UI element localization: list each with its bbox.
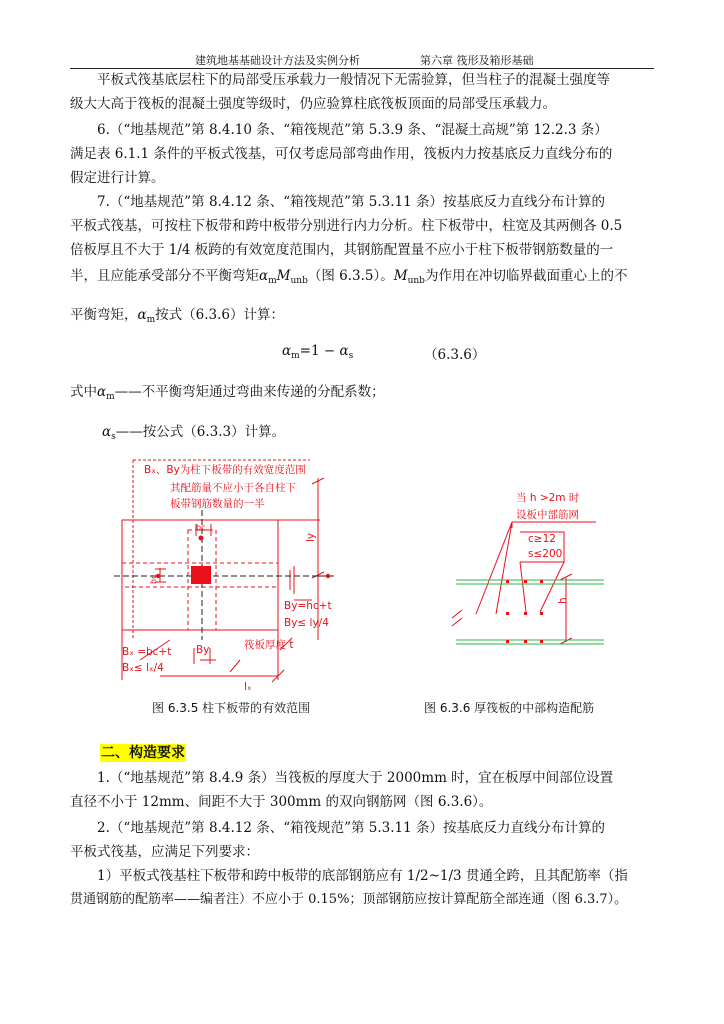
para3-line1: 7.（“地基规范”第 8.4.12 条、“箱筏规范”第 5.3.11 条）按基底反力直线分布计算的 (97, 194, 606, 210)
fig1-thickness: 筏板厚度 t (244, 639, 294, 651)
fig1-bx-eq2: Bₓ≤ lₓ/4 (122, 662, 164, 674)
subscript-m: m (291, 351, 300, 361)
subscript-unb: unb (407, 276, 425, 286)
para1-line1: 平板式筏基底层柱下的局部受压承载力一般情况下无需验算，但当柱子的混凝土强度等 (97, 72, 610, 88)
subscript-m: m (106, 392, 115, 402)
req3-line2: 贯通钢筋的配筋率——编者注）不应小于 0.15%；顶部钢筋应按计算配筋全部连通（图 6.3.7）。 (70, 892, 628, 907)
fig2-note3: c≥12 (528, 533, 556, 545)
para1-line2: 级大大高于筏板的混凝土强度等级时，仍应验算柱底筏板顶面的局部受压承载力。 (70, 96, 556, 112)
equation-number: （6.3.6） (424, 347, 486, 363)
fig1-ly-label: ly (305, 532, 317, 542)
para2-line1: 6.（“地基规范”第 8.4.10 条、“箱筏规范”第 5.3.9 条、“混凝土高规”第 12.2.3 条） (97, 122, 608, 138)
fig1-bc-label: bc (196, 523, 206, 532)
fig2-note2: 设板中部筋网 (516, 509, 579, 521)
req1-line2: 直径不小于 12mm、间距不大于 300mm 的双向钢筋网（图 6.3.6）。 (70, 794, 493, 810)
header-chapter-title: 第六章 筏形及箱形基础 (420, 54, 534, 67)
fig1-hc-label: hc (149, 574, 158, 584)
req1-line1: 1.（“地基规范”第 8.4.9 条）当筏板的厚度大于 2000mm 时，宜在板厚中间部位设置 (97, 770, 614, 786)
para3-line5-text-b: 按式（6.3.6）计算： (155, 307, 285, 323)
subscript-s: s (348, 351, 354, 361)
symbol-alpha: α (137, 307, 147, 323)
fig1-bx-eq1: Bₓ =bc+t (122, 646, 172, 658)
fig1-lx-label: lₓ (244, 681, 252, 693)
para3-line3: 倍板厚且不大于 1/4 板跨的有效宽度范围内，其钢筋配置量不应小于柱下板带钢筋数量的一 (70, 242, 614, 258)
symbol-M: M (393, 268, 408, 284)
header-book-title: 建筑地基基础设计方法及实例分析 (195, 54, 360, 67)
symbol-alpha: α (259, 268, 269, 284)
symbol-alpha: α (282, 343, 292, 359)
where-alpha-m-desc: ——不平衡弯矩通过弯曲来传递的分配系数； (114, 384, 385, 400)
para3-line4-text-c: 为作用在冲切临界截面重心上的不 (424, 268, 628, 284)
fig1-by-eq1: By=hc+t (284, 600, 332, 612)
fig1-note3: 板带钢筋数量的一半 (170, 498, 265, 510)
subscript-m: m (146, 315, 156, 325)
req2-line1: 2.（“地基规范”第 8.4.12 条、“箱筏规范”第 5.3.11 条）按基底反力直线分布计算的 (97, 820, 606, 836)
fig1-note2: 其配筋量不应小于各自柱下 (170, 482, 296, 494)
fig2-note1: 当 h >2m 时 (516, 492, 580, 504)
para3-line4-text-b: （图 6.3.5）。 (307, 268, 394, 284)
req3-line1: 1）平板式筏基柱下板带和跨中板带的底部钢筋应有 1/2~1/3 贯通全跨，且其配筋率（指 (97, 868, 628, 884)
where-prefix: 式中 (70, 384, 97, 400)
symbol-alpha: α (339, 343, 349, 359)
fig1-note1: Bₓ、By为柱下板带的有效宽度范围 (144, 464, 306, 476)
para3-line2: 平板式筏基，可按柱下板带和跨中板带分别进行内力分析。柱下板带中，柱宽及其两侧各 0.5 (70, 218, 623, 234)
symbol-alpha: α (97, 384, 107, 400)
fig1-caption: 图 6.3.5 柱下板带的有效范围 (152, 701, 311, 715)
fig1-by-label: By (196, 644, 210, 656)
fig1-by-eq2: By≤ ly/4 (284, 617, 329, 629)
para3-line4-text-a: 半，且应能承受部分不平衡弯矩 (70, 268, 259, 284)
section-2-title: 二、构造要求 (101, 745, 185, 761)
subscript-m: m (268, 276, 277, 286)
symbol-M: M (276, 268, 291, 284)
req2-line2: 平板式筏基，应满足下列要求： (70, 844, 259, 860)
fig2-h-label: h (557, 597, 569, 604)
equation-body: =1 − (299, 343, 340, 359)
where-alpha-s-desc: ——按公式（6.3.3）计算。 (115, 424, 286, 440)
symbol-alpha: α (102, 424, 112, 440)
fig2-note4: s≤200 (528, 548, 563, 560)
subscript-s: s (111, 432, 116, 442)
fig2-caption: 图 6.3.6 厚筏板的中部构造配筋 (424, 701, 595, 715)
subscript-unb: unb (290, 276, 308, 286)
para2-line3: 假定进行计算。 (70, 170, 165, 186)
para3-line5-text-a: 平衡弯矩， (70, 307, 138, 323)
para2-line2: 满足表 6.1.1 条件的平板式筏基，可仅考虑局部弯曲作用，筏板内力按基底反力直线分布的 (70, 146, 613, 162)
